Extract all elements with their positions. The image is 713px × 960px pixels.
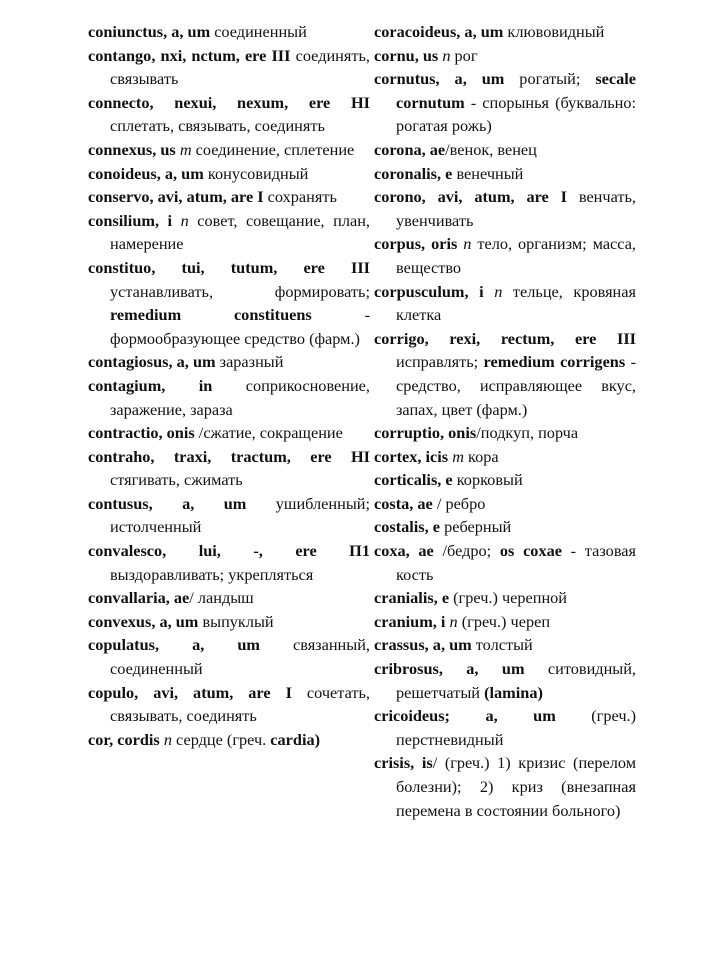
dictionary-entry xyxy=(88,633,370,680)
headword: copulo, avi, atum, are I xyxy=(88,682,292,702)
translation: (греч.) черепной xyxy=(449,588,568,608)
dictionary-entry xyxy=(88,138,370,162)
headword: contraho, traxi, tractum, ere HI xyxy=(88,446,370,466)
latin-term: cardia) xyxy=(266,729,321,749)
translation: венечный xyxy=(452,163,524,183)
headword: conoideus, a, um xyxy=(88,163,204,183)
dictionary-entry xyxy=(374,492,636,516)
translation: кора xyxy=(463,446,499,466)
latin-term: (lamina) xyxy=(480,682,543,702)
translation: венчать, увенчивать xyxy=(396,187,636,230)
dictionary-entry xyxy=(88,374,370,421)
dictionary-entry xyxy=(374,44,636,68)
headword: coronalis, e xyxy=(374,163,453,183)
dictionary-entry xyxy=(88,539,370,586)
headword: convallaria, ae xyxy=(88,588,190,608)
translation: ситовидный, решетчатый xyxy=(396,659,637,702)
dictionary-entry xyxy=(88,610,370,634)
dictionary-entry xyxy=(374,232,636,279)
dictionary-entry xyxy=(374,751,636,822)
latin-term: os coxae xyxy=(491,541,562,561)
translation: (греч.) перстневидный xyxy=(396,706,636,749)
dictionary-entry xyxy=(88,445,370,492)
headword: contagium, in xyxy=(88,375,213,395)
translation: / (греч.) 1) кризис (перелом болезни); 2) криз (внезапная перемена в состоянии больного) xyxy=(396,753,637,820)
dictionary-entry xyxy=(374,657,636,704)
dictionary-entry xyxy=(88,256,370,350)
dictionary-entry xyxy=(374,468,636,492)
headword: cornutus, a, um xyxy=(374,69,505,89)
headword: conservo, avi, atum, are I xyxy=(88,187,264,207)
translation: корковый xyxy=(452,470,523,490)
dictionary-entry xyxy=(374,515,636,539)
latin-term: remedium constituens xyxy=(110,305,312,325)
translation: ушибленный; истолченный xyxy=(110,493,370,537)
dictionary-entry xyxy=(88,421,370,445)
dictionary-entry xyxy=(88,586,370,610)
right-column xyxy=(374,20,636,822)
headword: corpus, oris xyxy=(374,234,458,254)
translation: тельце, кровяная клетка xyxy=(396,281,636,325)
headword: cribrosus, a, um xyxy=(374,659,525,679)
headword: contango, nxi, nctum, ere III xyxy=(88,45,291,65)
translation: совет, совещание, план, намерение xyxy=(110,210,370,254)
dictionary-entry xyxy=(374,610,636,634)
translation: соединенный xyxy=(210,22,307,41)
gender-marker: n xyxy=(457,234,472,254)
translation: сохранять xyxy=(263,187,337,207)
headword: consilium, i xyxy=(88,210,173,230)
dictionary-entry xyxy=(88,209,370,256)
dictionary-entry xyxy=(374,445,636,469)
translation: / ребро xyxy=(432,493,486,513)
dictionary-entry xyxy=(374,327,636,421)
dictionary-entry xyxy=(88,20,370,44)
translation: соприкосновение, заражение, зараза xyxy=(110,375,370,419)
translation: соединение, сплетение xyxy=(191,139,355,159)
headword: crassus, a, um xyxy=(374,635,472,655)
translation: клювовидный xyxy=(503,22,605,41)
translation: выздоравливать; укрепляться xyxy=(110,564,314,584)
translation: тело, организм; масса, вещество xyxy=(396,234,636,277)
headword: cor, cordis xyxy=(88,729,160,749)
headword: cranialis, e xyxy=(374,588,450,608)
headword: corrigo, rexi, rectum, ere III xyxy=(374,328,636,348)
headword: contagiosus, a, um xyxy=(88,352,216,372)
translation: сочетать, связывать, соединять xyxy=(110,682,370,726)
translation: /подкуп, порча xyxy=(476,423,579,443)
headword: convexus, a, um xyxy=(88,611,199,631)
headword: coniunctus, a, um xyxy=(88,22,211,41)
gender-marker: n xyxy=(438,45,451,65)
latin-term: remedium corrigens xyxy=(478,352,626,372)
headword: connecto, nexui, nexum, ere HI xyxy=(88,92,370,112)
translation: /венок, венец xyxy=(445,139,537,159)
headword: contractio, onis xyxy=(88,423,195,443)
dictionary-entry xyxy=(88,44,370,91)
dictionary-entry xyxy=(374,539,636,586)
headword: convalesco, lui, -, ere П1 xyxy=(88,541,370,561)
headword: crisis, is xyxy=(374,753,433,773)
translation: выпуклый xyxy=(198,611,274,631)
dictionary-entry xyxy=(374,280,636,327)
headword: corona, ae xyxy=(374,139,446,159)
translation-continued: - спорынья (буквально: рогатая рожь) xyxy=(396,92,636,136)
translation: /бедро; xyxy=(433,541,492,561)
translation: устанавливать, формировать; xyxy=(110,281,370,301)
translation: толстый xyxy=(471,635,533,655)
translation: рог xyxy=(450,45,478,65)
translation-continued: - тазовая кость xyxy=(396,541,637,584)
translation: связанный, соединенный xyxy=(110,635,370,679)
headword: corruptio, onis xyxy=(374,423,477,443)
dictionary-entry xyxy=(374,20,636,44)
headword: constituo, tui, tutum, ere III xyxy=(88,257,370,277)
dictionary-entry xyxy=(88,350,370,374)
dictionary-entry xyxy=(88,185,370,209)
gender-marker: n xyxy=(159,729,172,749)
translation: сплетать, связывать, соединять xyxy=(110,116,325,136)
headword: costalis, e xyxy=(374,517,441,537)
translation: (греч.) череп xyxy=(457,611,551,631)
translation: конусовидный xyxy=(203,163,309,183)
dictionary-entry xyxy=(374,162,636,186)
dictionary-entry xyxy=(374,185,636,232)
gender-marker: n xyxy=(172,210,189,230)
headword: corpusculum, i xyxy=(374,281,484,301)
dictionary-entry xyxy=(88,728,370,752)
dictionary-entry xyxy=(374,67,636,138)
translation-continued: - формообразующее средство (фарм.) xyxy=(110,305,370,348)
dictionary-entry xyxy=(88,492,370,539)
headword: cornu, us xyxy=(374,45,439,65)
headword: coxa, ae xyxy=(374,541,434,561)
dictionary-entry xyxy=(374,586,636,610)
gender-marker: m xyxy=(448,446,464,466)
headword: corono, avi, atum, are I xyxy=(374,187,567,207)
headword: costa, ae xyxy=(374,493,433,513)
headword: corticalis, e xyxy=(374,470,453,490)
dictionary-entry xyxy=(88,162,370,186)
dictionary-entry xyxy=(88,681,370,728)
dictionary-entry xyxy=(374,633,636,657)
translation: реберный xyxy=(440,517,512,537)
translation: заразный xyxy=(215,352,284,372)
translation: /сжатие, сокращение xyxy=(194,423,343,443)
latin-term: secale cornutum xyxy=(396,69,636,112)
translation: стягивать, сжимать xyxy=(110,470,243,490)
dictionary-entry xyxy=(374,704,636,751)
translation: сердце (греч. xyxy=(171,729,267,749)
headword: contusus, a, um xyxy=(88,493,247,513)
headword: cricoideus; a, um xyxy=(374,706,556,726)
dictionary-entry xyxy=(374,138,636,162)
left-column xyxy=(88,20,370,751)
gender-marker: n xyxy=(483,281,503,301)
translation-continued: - средство, исправляющее вкус, запах, цвет (фарм.) xyxy=(396,352,636,419)
headword: connexus, us xyxy=(88,139,176,159)
gender-marker: n xyxy=(445,611,458,631)
headword: copulatus, a, um xyxy=(88,635,260,655)
dictionary-entry xyxy=(374,421,636,445)
headword: cranium, i xyxy=(374,611,446,631)
translation: исправлять; xyxy=(396,352,479,372)
translation: рогатый; xyxy=(504,69,581,89)
headword: coracoideus, a, um xyxy=(374,22,504,41)
gender-marker: m xyxy=(175,139,192,159)
headword: cortex, icis xyxy=(374,446,449,466)
translation: / ландыш xyxy=(189,588,254,608)
dictionary-entry xyxy=(88,91,370,138)
translation: соединять, связывать xyxy=(110,45,370,89)
